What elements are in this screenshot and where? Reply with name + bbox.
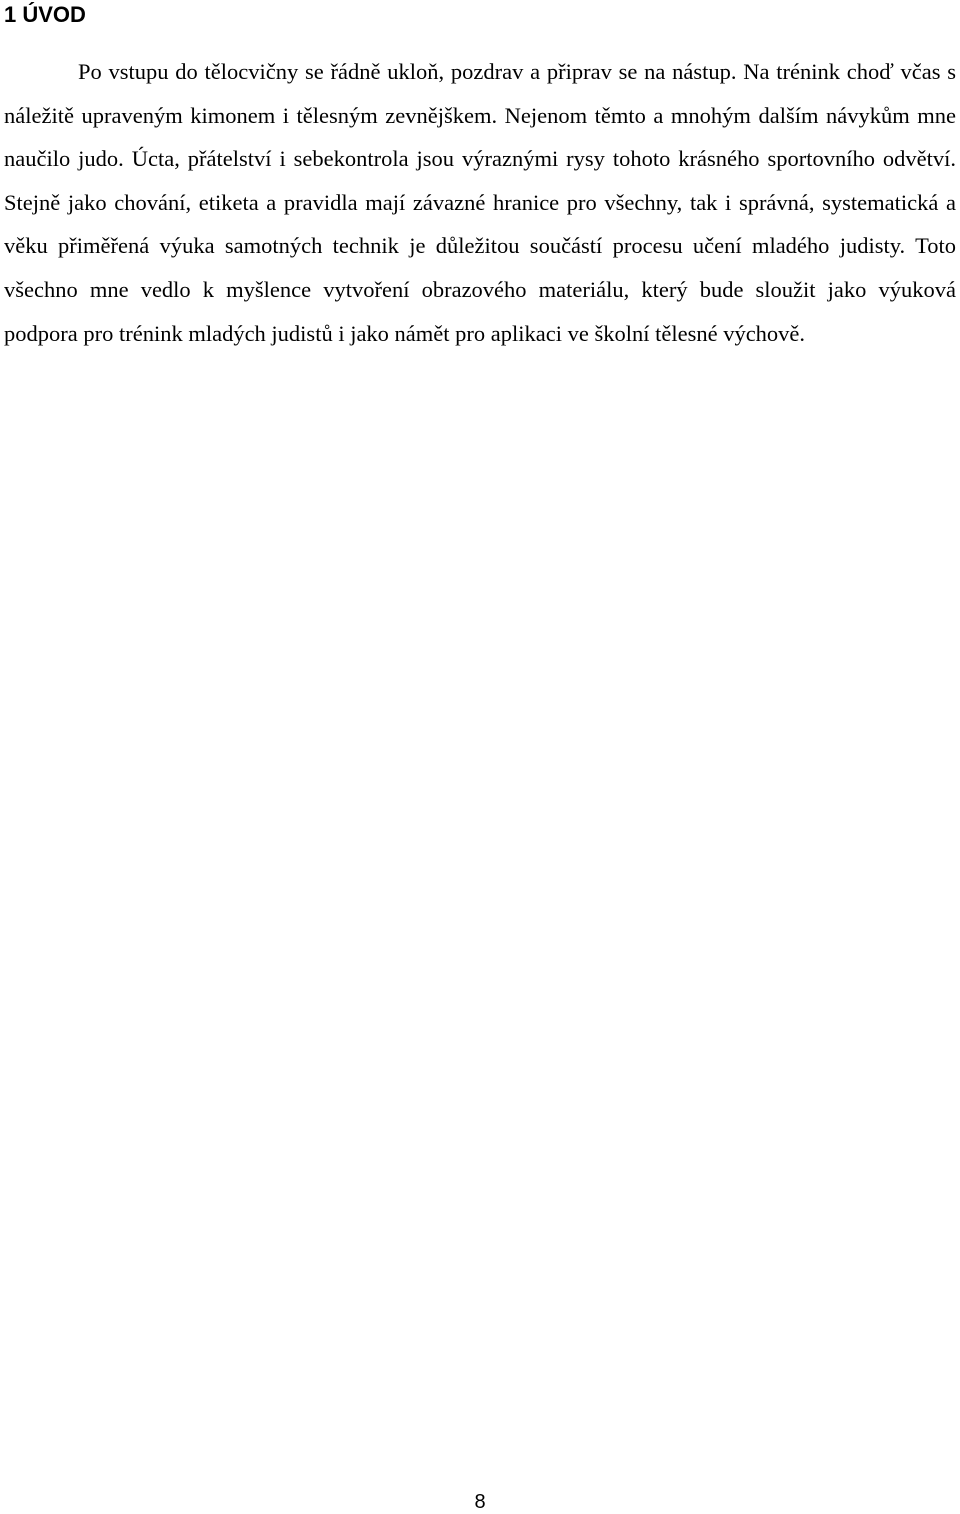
page-number: 8 bbox=[474, 1491, 486, 1513]
body-paragraph: Po vstupu do tělocvičny se řádně ukloň, pozdrav a připrav se na nástup. Na trénink choď včas s náležitě upraveným kimonem i tělesným zevnějškem. Nejenom těmto a mnohým dalším návykům mne naučilo judo. Úcta, přátelství i sebekontrola jsou výraznými rysy tohoto krásného sportovního odvětví. Stejně jako chování, etiketa a pravidla mají závazné hranice pro všechny, tak i správná, systematická a věku přiměřená výuka samotných technik je důležitou součástí procesu učení mladého judisty. Toto všechno mne vedlo k myšlence vytvoření obrazového materiálu, který bude sloužit jako výuková podpora pro trénink mladých judistů i jako námět pro aplikaci ve školní tělesné výchově. bbox=[4, 59, 956, 346]
section-heading: 1 ÚVOD bbox=[4, 2, 86, 27]
